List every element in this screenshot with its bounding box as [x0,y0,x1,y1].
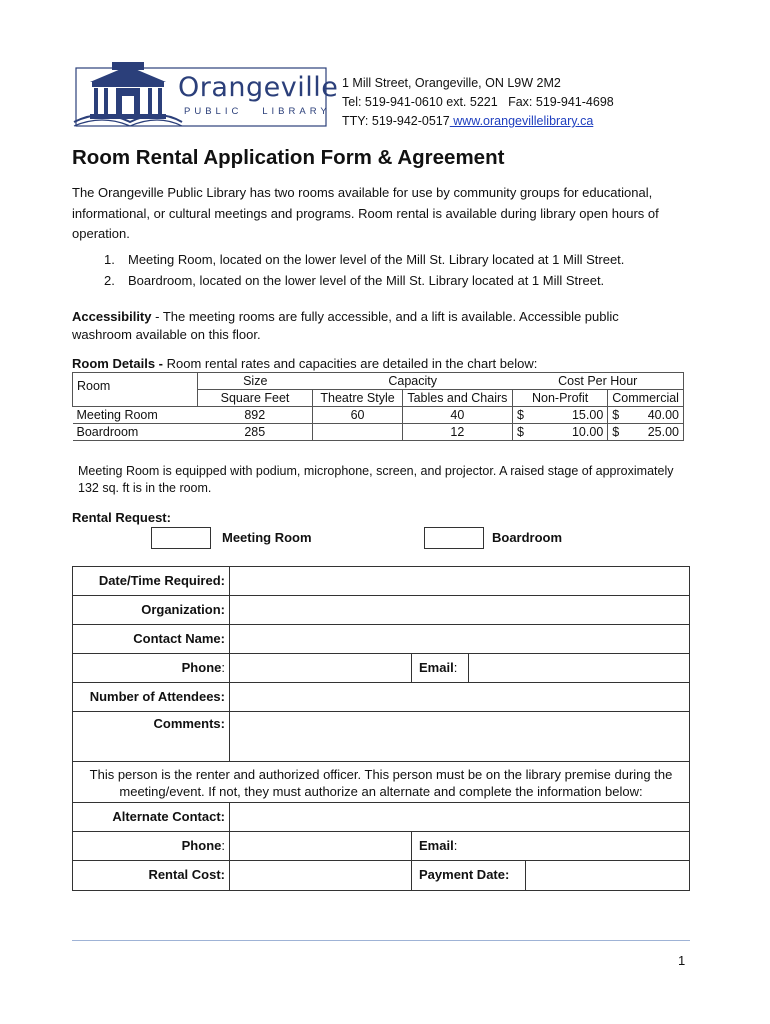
footer-divider [72,940,690,941]
alt-phone-field[interactable] [230,832,411,860]
list-text: Boardroom, located on the lower level of the Mill St. Library located at 1 Mill Street. [128,273,605,288]
list-text: Meeting Room, located on the lower level of the Mill St. Library located at 1 Mill Street. [128,252,625,267]
logo-name: Orangeville [178,72,339,103]
alt-email-colon: : [453,838,458,853]
payment-date-label: Payment Date: [419,867,510,882]
alt-email-label-text: Email [419,838,454,853]
table-row [73,407,684,424]
payment-date-field[interactable] [526,861,689,890]
email-colon: : [453,660,458,675]
th-room: Room [73,373,198,407]
th-cost: Cost Per Hour [512,373,683,390]
alt-email-field[interactable] [469,832,689,860]
rooms-list [104,249,624,291]
list-item [104,249,624,270]
tty-line [342,112,614,131]
datetime-field[interactable] [230,567,689,595]
meeting-room-option-label: Meeting Room [222,530,312,545]
rental-form [72,566,690,891]
form-row-organization [73,596,689,625]
tty-text: TTY: 519-942-0517 [342,114,450,128]
room-details-heading [72,356,537,371]
form-row-datetime [73,567,689,596]
meeting-room-checkbox[interactable] [151,527,211,549]
email-label [419,654,457,682]
th-theatre: Theatre Style [313,390,402,407]
accessibility-text: - The meeting rooms are fully accessible, and a lift is available. Accessible public washroom available on this floor. [72,309,619,342]
datetime-label: Date/Time Required: [98,573,225,588]
equipment-note: Meeting Room is equipped with podium, microphone, screen, and projector. A raised stage of approximately 132 sq. ft is in the room. [78,464,674,495]
list-number: 2. [104,273,115,288]
cell-nonprofit: 15.00 [533,407,608,424]
website-link[interactable]: www.orangevillelibrary.ca [449,114,594,128]
form-row-comments [73,712,689,762]
phone-field[interactable] [230,654,411,682]
list-number: 1. [104,252,115,267]
address-line: 1 Mill Street, Orangeville, ON L9W 2M2 [342,76,561,90]
library-logo [72,58,339,134]
form-row-contact [73,625,689,654]
attendees-label: Number of Attendees: [89,689,225,704]
th-nonprofit: Non-Profit [512,390,607,407]
logo-subtitle: PUBLIC LIBRARY [184,106,331,117]
alt-phone-label-text: Phone [181,838,222,853]
form-row-alt-phone-email [73,832,689,861]
page-title: Room Rental Application Form & Agreement [72,146,505,169]
boardroom-option-label: Boardroom [492,530,563,545]
comments-label: Comments: [153,716,225,731]
contact-name-field[interactable] [230,625,689,653]
alternate-contact-label: Alternate Contact: [112,809,225,824]
comments-field[interactable] [230,712,689,761]
cell-theatre [313,424,402,441]
intro-paragraph: The Orangeville Public Library has two rooms available for use by community groups for educational, informational, or cultural meetings and programs. Room rental is available during library open hours of operation. [72,185,659,241]
renter-note: This person is the renter and authorized officer. This person must be on the library premise during the meeting/event. If not, they must authorize an alternate and complete the information below: [73,762,689,803]
cell-sqft: 892 [197,407,313,424]
form-row-phone-email [73,654,689,683]
organization-label: Organization: [141,602,225,617]
cell-currency: $ [608,424,627,441]
phone-label [73,654,229,682]
cell-commercial: 40.00 [626,407,683,424]
contact-block [342,74,614,131]
cell-sqft: 285 [197,424,313,441]
contact-name-label: Contact Name: [133,631,225,646]
form-row-cost-payment [73,861,689,890]
cell-room: Boardroom [73,424,198,441]
rental-request-label: Rental Request: [72,510,171,525]
th-commercial: Commercial [608,390,684,407]
organization-field[interactable] [230,596,689,624]
rental-cost-label: Rental Cost: [148,867,225,882]
form-row-attendees [73,683,689,712]
cell-currency: $ [512,407,532,424]
cell-theatre: 60 [313,407,402,424]
table-row [73,424,684,441]
cell-currency: $ [608,407,627,424]
cell-nonprofit: 10.00 [533,424,608,441]
accessibility-paragraph [72,308,682,343]
phone-label-text: Phone [181,660,222,675]
list-item [104,270,624,291]
alt-phone-label [73,832,229,860]
accessibility-label: Accessibility [72,309,152,324]
th-tables: Tables and Chairs [402,390,512,407]
th-capacity: Capacity [313,373,513,390]
boardroom-checkbox[interactable] [424,527,484,549]
form-row-alternate [73,803,689,832]
email-label-text: Email [419,660,454,675]
cell-commercial: 25.00 [626,424,683,441]
cell-tables: 12 [402,424,512,441]
phone-fax-line: Tel: 519-941-0610 ext. 5221 Fax: 519-941-4698 [342,95,614,109]
rates-table [72,372,684,441]
cell-tables: 40 [402,407,512,424]
th-sqft: Square Feet [197,390,313,407]
attendees-field[interactable] [230,683,689,711]
phone-colon: : [221,660,225,675]
room-details-text: Room rental rates and capacities are detailed in the chart below: [166,356,538,371]
room-details-label: Room Details - [72,356,167,371]
alt-phone-colon: : [221,838,225,853]
rental-cost-field[interactable] [230,861,411,890]
alternate-contact-field[interactable] [230,803,689,831]
th-size: Size [197,373,313,390]
page-number: 1 [678,953,686,968]
email-field[interactable] [469,654,689,682]
cell-room: Meeting Room [73,407,198,424]
cell-currency: $ [512,424,532,441]
alt-email-label [419,832,457,860]
